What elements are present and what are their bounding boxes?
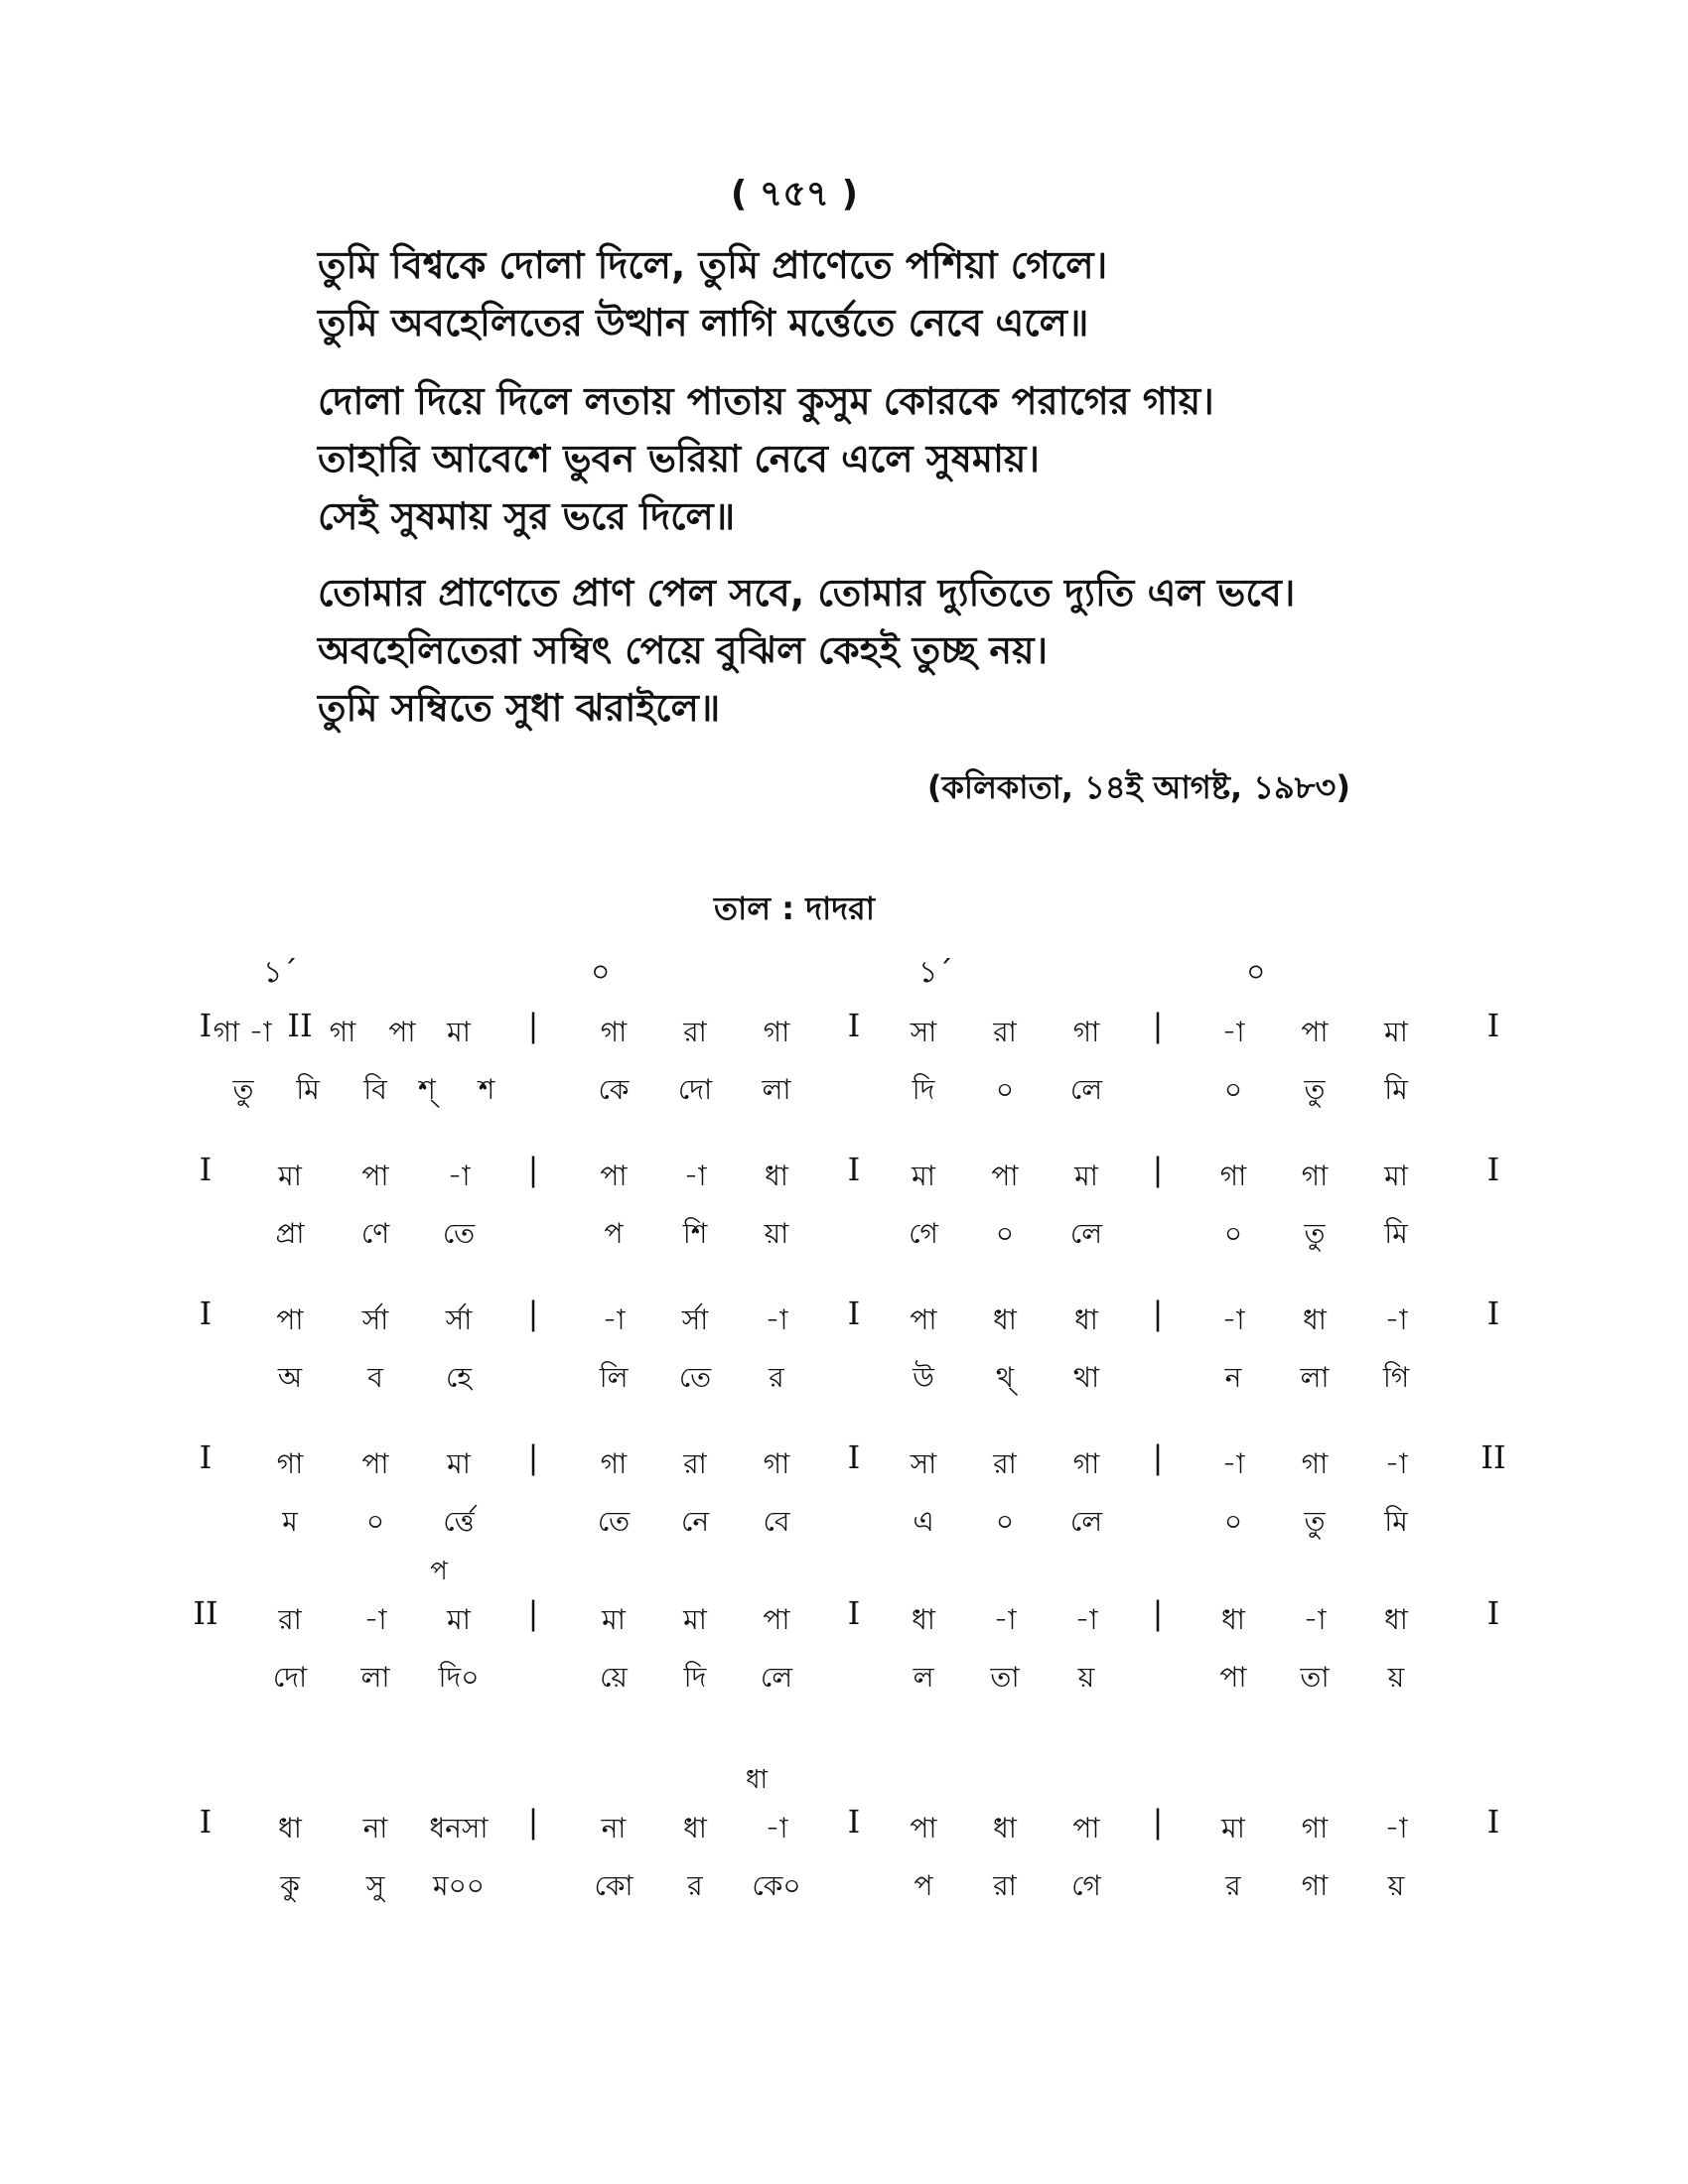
- lyric-syllable: কে০: [752, 1869, 801, 1902]
- lyric-syllable: লা: [360, 1661, 390, 1694]
- swara-note: ধা: [1221, 1603, 1245, 1636]
- swara-note: গা: [763, 1447, 790, 1480]
- swara-note: -া: [1221, 1016, 1245, 1048]
- lyric-syllable: তে: [678, 1361, 712, 1394]
- swara-note: রা: [683, 1016, 707, 1048]
- lyric-syllable: উ: [913, 1361, 934, 1394]
- kan-swara-annotation: প: [430, 1557, 448, 1586]
- swara-note: মা: [447, 1016, 471, 1048]
- bar-separator: I: [847, 1007, 861, 1044]
- swara-note: -া: [993, 1603, 1017, 1636]
- beat-marker: ১´: [918, 955, 953, 990]
- lyric-syllable: ন: [1224, 1361, 1242, 1394]
- bar-line: II: [1480, 1438, 1506, 1476]
- lyric-syllable: শ: [478, 1073, 495, 1106]
- bar-separator: |: [1152, 1594, 1164, 1632]
- swara-note: গা: [212, 1016, 240, 1048]
- bar-line: I: [1486, 1594, 1500, 1632]
- swara-note: -া: [1221, 1303, 1245, 1336]
- lyric-syllable: য়া: [764, 1217, 789, 1250]
- swara-note: -া: [683, 1160, 707, 1192]
- swara-note: মা: [683, 1603, 707, 1636]
- lyric-syllable: কো: [594, 1869, 633, 1902]
- swara-note: পা: [276, 1303, 304, 1336]
- lyric-syllable: লি: [599, 1361, 629, 1394]
- bar-line: I: [199, 1007, 212, 1044]
- bar-separator: I: [847, 1151, 861, 1188]
- swara-note: -া: [602, 1303, 626, 1336]
- lyric-syllable: তে: [597, 1505, 631, 1538]
- lyric-syllable: গা: [1301, 1869, 1329, 1902]
- lyric-syllable: গে: [1071, 1869, 1101, 1902]
- lyric-syllable: ০: [995, 1217, 1015, 1250]
- swara-note: মা: [447, 1603, 471, 1636]
- swara-note: রা: [278, 1603, 302, 1636]
- lyric-syllable: অ: [277, 1361, 303, 1394]
- bar-separator: I: [847, 1438, 861, 1476]
- bar-line: I: [1486, 1007, 1500, 1044]
- bar-separator: |: [527, 1438, 539, 1476]
- swara-note: -া: [765, 1812, 788, 1844]
- bar-line: I: [1486, 1803, 1500, 1841]
- lyric-syllable: দো: [677, 1073, 713, 1106]
- swara-note: ধা: [1384, 1603, 1408, 1636]
- lyric-syllable: মি: [296, 1073, 320, 1106]
- swara-note: রা: [683, 1447, 707, 1480]
- swara-note: গা: [1072, 1447, 1100, 1480]
- lyric-syllable: থ্: [995, 1361, 1015, 1394]
- swara-note: পা: [361, 1160, 389, 1192]
- swara-note: পা: [361, 1447, 389, 1480]
- lyric-syllable: সু: [365, 1869, 385, 1902]
- bar-separator: I: [847, 1295, 861, 1332]
- taal-heading: তাল : দাদরা: [714, 889, 875, 927]
- swara-note: গা: [276, 1447, 304, 1480]
- lyric-syllable: শ্: [418, 1073, 436, 1106]
- swara-note: না: [362, 1812, 388, 1844]
- lyric-syllable: য়ে: [600, 1661, 628, 1694]
- swara-note: পা: [388, 1016, 416, 1048]
- lyric-syllable: দো: [272, 1661, 308, 1694]
- bar-separator: |: [1152, 1803, 1164, 1841]
- swara-note: মা: [278, 1160, 302, 1192]
- bar-separator: I: [847, 1803, 861, 1841]
- swara-note: রা: [993, 1016, 1017, 1048]
- page-number: ( ৭৫৭ ): [730, 174, 859, 214]
- swara-note: ধা: [278, 1812, 302, 1844]
- swara-note: রা: [993, 1447, 1017, 1480]
- swara-note: ধা: [1074, 1303, 1098, 1336]
- swara-note: পা: [910, 1812, 937, 1844]
- swara-note: -া: [1384, 1812, 1408, 1844]
- beat-marker: ০: [591, 955, 611, 990]
- bar-separator: |: [527, 1007, 539, 1044]
- swara-note: পা: [991, 1160, 1019, 1192]
- lyric-line: তুমি অবহেলিতের উত্থান লাগি মর্ত্তেতে নেবে এলে॥: [318, 301, 1089, 344]
- bar-line: I: [199, 1151, 212, 1188]
- bar-separator: |: [527, 1151, 539, 1188]
- swara-note: -া: [1384, 1303, 1408, 1336]
- swara-note: -া: [1384, 1447, 1408, 1480]
- lyric-syllable: দি০: [438, 1661, 480, 1694]
- bar-line: I: [1486, 1295, 1500, 1332]
- lyric-syllable: ০: [1223, 1217, 1243, 1250]
- swara-note: ধা: [993, 1812, 1017, 1844]
- lyric-syllable: তু: [1304, 1217, 1326, 1250]
- bar-separator: |: [527, 1295, 539, 1332]
- lyric-syllable: নে: [680, 1505, 710, 1538]
- swara-note: -া: [1074, 1603, 1098, 1636]
- swara-note: র্সা: [681, 1303, 709, 1336]
- beat-marker: ০: [1246, 955, 1266, 990]
- lyric-syllable: ০: [995, 1073, 1015, 1106]
- lyric-syllable: ০: [1223, 1505, 1243, 1538]
- lyric-syllable: এ: [913, 1505, 934, 1538]
- lyric-syllable: ০: [1223, 1073, 1243, 1106]
- lyric-syllable: কু: [280, 1869, 300, 1902]
- swara-note: র্সা: [445, 1303, 473, 1336]
- bar-separator: |: [527, 1803, 539, 1841]
- stanza-1: [318, 236, 1107, 351]
- lyric-syllable: য়: [1077, 1661, 1095, 1694]
- swara-note: গা: [600, 1447, 628, 1480]
- lyric-syllable: প: [604, 1217, 624, 1250]
- lyric-syllable: ল: [913, 1661, 934, 1694]
- bar-line: II: [287, 1007, 313, 1044]
- lyric-syllable: তু: [1304, 1073, 1326, 1106]
- swara-note: -া: [765, 1303, 788, 1336]
- swara-note: -া: [1303, 1603, 1327, 1636]
- lyric-syllable: তে: [442, 1217, 476, 1250]
- lyric-syllable: র: [1225, 1869, 1241, 1902]
- swara-note: পা: [763, 1603, 790, 1636]
- lyric-line: তাহারি আবেশে ভুবন ভরিয়া নেবে এলে সুষমায়।: [318, 437, 1040, 480]
- lyric-syllable: তু: [232, 1073, 254, 1106]
- lyric-syllable: ব: [367, 1361, 383, 1394]
- lyric-line: তোমার প্রাণেতে প্রাণ পেল সবে, তোমার দ্যুতিতে দ্যুতি এল ভবে।: [318, 571, 1296, 614]
- lyric-syllable: প্রা: [275, 1217, 305, 1250]
- lyric-syllable: ০: [365, 1505, 385, 1538]
- lyric-syllable: তু: [1304, 1505, 1326, 1538]
- lyric-syllable: প: [914, 1869, 933, 1902]
- swara-note: না: [601, 1812, 627, 1844]
- lyric-syllable: মি: [1384, 1073, 1408, 1106]
- lyric-syllable: দি: [683, 1661, 707, 1694]
- lyric-syllable: লে: [1069, 1217, 1103, 1250]
- swara-note: সা: [910, 1016, 937, 1048]
- lyric-syllable: র: [687, 1869, 703, 1902]
- bar-separator: I: [847, 1594, 861, 1632]
- swara-note: র্সা: [361, 1303, 389, 1336]
- bar-line: II: [193, 1594, 218, 1632]
- swara-note: পা: [1072, 1812, 1100, 1844]
- lyric-line: তুমি সম্বিতে সুধা ঝরাইলে॥: [318, 686, 721, 730]
- lyric-syllable: কে: [598, 1073, 630, 1106]
- lyric-syllable: তা: [990, 1661, 1020, 1694]
- swara-note: গা: [763, 1016, 790, 1048]
- swara-note: -া: [363, 1603, 387, 1636]
- lyric-line: অবহেলিতেরা সম্বিৎ পেয়ে বুঝিল কেহই তুচ্ছ নয়।: [318, 628, 1049, 672]
- swara-note: -া: [1221, 1447, 1245, 1480]
- lyric-syllable: লা: [762, 1073, 791, 1106]
- lyric-line: দোলা দিয়ে দিলে লতায় পাতায় কুসুম কোরকে পরাগের গায়।: [318, 379, 1214, 423]
- lyric-syllable: লে: [1069, 1073, 1103, 1106]
- swara-note: ধা: [683, 1812, 707, 1844]
- swara-note: মা: [1384, 1160, 1408, 1192]
- lyric-syllable: বি: [363, 1073, 387, 1106]
- swara-note: গা: [600, 1016, 628, 1048]
- lyric-syllable: দি: [912, 1073, 935, 1106]
- bar-separator: |: [1152, 1295, 1164, 1332]
- kan-swara-annotation: ধা: [745, 1765, 769, 1795]
- swara-note: গা: [1301, 1447, 1329, 1480]
- swara-note: মা: [602, 1603, 626, 1636]
- stanza-3: [318, 564, 1295, 737]
- lyric-syllable: লে: [1069, 1505, 1103, 1538]
- bar-separator: |: [1152, 1438, 1164, 1476]
- bar-line: I: [199, 1295, 212, 1332]
- swara-note: ধা: [993, 1303, 1017, 1336]
- swara-note: -া: [447, 1160, 471, 1192]
- lyric-syllable: লা: [1300, 1361, 1330, 1394]
- swara-note: -া: [248, 1016, 272, 1048]
- swara-note: সা: [910, 1447, 937, 1480]
- beat-markers: [0, 948, 1688, 998]
- citation: (কলিকাতা, ১৪ই আগষ্ট, ১৯৮৩): [926, 768, 1350, 806]
- swara-note: ধনসা: [429, 1812, 489, 1844]
- lyric-syllable: রা: [993, 1869, 1017, 1902]
- lyric-syllable: গে: [909, 1217, 938, 1250]
- swara-note: পা: [910, 1303, 937, 1336]
- swara-note: পা: [1301, 1016, 1329, 1048]
- lyric-line: সেই সুষমায় সুর ভরে দিলে॥: [318, 494, 736, 538]
- lyric-syllable: হে: [445, 1361, 473, 1394]
- stanza-2: [318, 372, 1214, 545]
- bar-line: I: [1486, 1151, 1500, 1188]
- swara-note: গা: [1301, 1160, 1329, 1192]
- lyric-syllable: ম: [282, 1505, 298, 1538]
- lyric-syllable: র: [769, 1361, 784, 1394]
- swara-note: গা: [1301, 1812, 1329, 1844]
- swara-note: ধা: [912, 1603, 935, 1636]
- lyric-syllable: র্ত্তে: [443, 1505, 475, 1538]
- lyric-syllable: পা: [1219, 1661, 1247, 1694]
- lyric-syllable: ম০০: [433, 1869, 485, 1902]
- lyric-syllable: য়: [1387, 1661, 1405, 1694]
- swara-note: মা: [447, 1447, 471, 1480]
- bar-separator: |: [1152, 1007, 1164, 1044]
- swara-note: মা: [912, 1160, 935, 1192]
- lyric-syllable: থা: [1072, 1361, 1100, 1394]
- lyric-syllable: ০: [995, 1505, 1015, 1538]
- lyric-syllable: মি: [1384, 1505, 1408, 1538]
- lyric-syllable: বে: [763, 1505, 790, 1538]
- bar-separator: |: [1152, 1151, 1164, 1188]
- bar-line: I: [199, 1803, 212, 1841]
- swara-note: গা: [1219, 1160, 1247, 1192]
- swara-note: ধা: [765, 1160, 788, 1192]
- bar-line: I: [199, 1438, 212, 1476]
- lyric-syllable: তা: [1300, 1661, 1330, 1694]
- lyric-syllable: গি: [1382, 1361, 1410, 1394]
- swara-note: মা: [1074, 1160, 1098, 1192]
- lyric-syllable: য়: [1387, 1869, 1405, 1902]
- lyric-syllable: শি: [682, 1217, 708, 1250]
- bar-separator: |: [527, 1594, 539, 1632]
- swara-note: ধা: [1303, 1303, 1327, 1336]
- lyric-syllable: লে: [760, 1661, 793, 1694]
- lyric-syllable: মি: [1384, 1217, 1408, 1250]
- swara-note: মা: [1221, 1812, 1245, 1844]
- lyric-syllable: ণে: [360, 1217, 390, 1250]
- swara-note: পা: [600, 1160, 628, 1192]
- swara-note: গা: [1072, 1016, 1100, 1048]
- swara-note: মা: [1384, 1016, 1408, 1048]
- lyric-line: তুমি বিশ্বকে দোলা দিলে, তুমি প্রাণেতে পশিয়া গেলে।: [318, 243, 1108, 287]
- swara-note: গা: [329, 1016, 356, 1048]
- beat-marker: ১´: [263, 955, 298, 990]
